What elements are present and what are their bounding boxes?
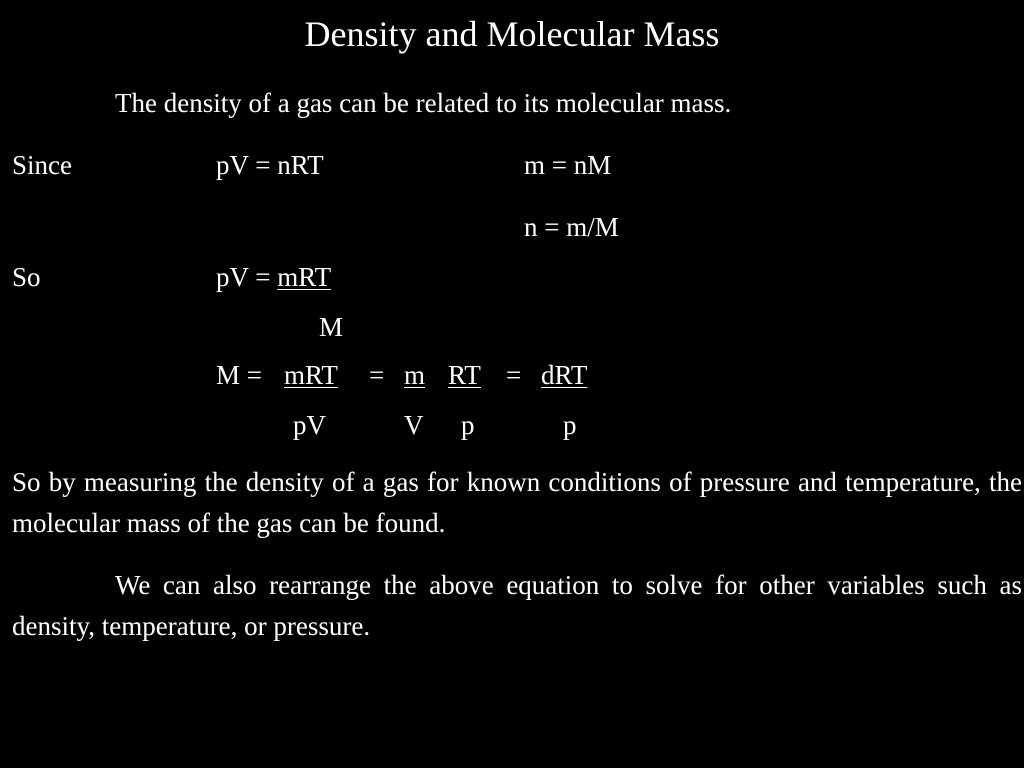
derivation-denominator-2: V [404,410,424,440]
derivation-denominator-4: p [563,410,577,440]
substituted-prefix: pV = [216,262,278,292]
derivation-equals-1: = [369,360,385,390]
derivation-numerator-4: dRT [541,360,588,390]
intro-text: The density of a gas can be related to its molecular mass. [115,88,732,118]
substituted-equation [216,264,331,291]
derivation-equals-2: = [506,360,522,390]
substituted-denominator: M [319,312,344,342]
derivation-prefix: M = [216,360,262,390]
derivation-numerator-1: mRT [284,360,338,390]
rearrange-paragraph [12,565,1022,647]
derivation-denominator-1: pV [293,410,326,440]
derivation-numerator-2: m [404,360,426,390]
slide-title: Density and Molecular Mass [304,14,720,54]
so-label: So [12,262,41,292]
derivation-numerator-3: RT [448,360,481,390]
mass-equation: m = nM [524,150,612,180]
rearrange-paragraph-text: We can also rearrange the above equation to solve for other variables such as density, temperature, or pressure. [12,570,1022,641]
measuring-paragraph: So by measuring the density of a gas for known conditions of pressure and temperature, the molecular mass of the gas can be found. [12,467,1022,538]
moles-equation: n = m/M [524,212,619,242]
derivation-denominator-3: p [461,410,475,440]
since-label: Since [12,150,72,180]
substituted-numerator: mRT [277,262,332,292]
ideal-gas-equation: pV = nRT [216,150,324,180]
